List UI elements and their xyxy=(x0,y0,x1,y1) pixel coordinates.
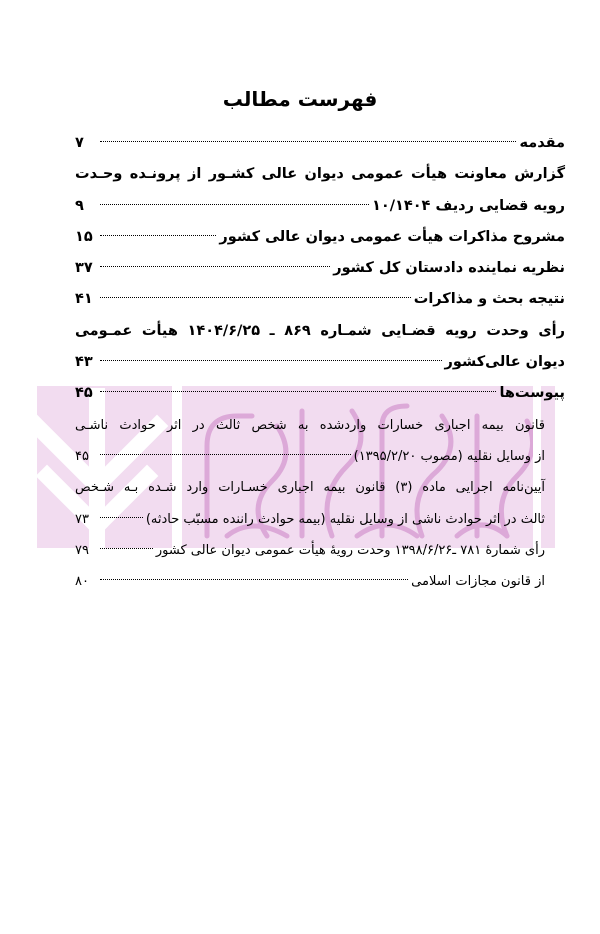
toc-entry-label: نتیجه بحث و مذاکرات xyxy=(413,291,565,308)
toc-entry-label: رویه قضایی ردیف ۱۰/۱۴۰۴ xyxy=(372,197,565,214)
dot-leader xyxy=(100,235,216,236)
toc-entry-label: رأی شمارهٔ ۷۸۱ ـ۱۳۹۸/۶/۲۶ وحدت رویهٔ هیأت عمومی دیوان عالی کشور xyxy=(155,542,545,558)
toc-subentry-penal-code[interactable] xyxy=(75,566,565,597)
table-of-contents xyxy=(75,128,565,597)
toc-entry-page: ۴۱ xyxy=(75,291,93,308)
toc-entry-label: قانون بیمه اجباری خسارات واردشده به شخص ثالث در اثر حوادث ناشـی xyxy=(75,417,545,433)
dot-leader xyxy=(100,517,143,518)
toc-entry-page: ۸۰ xyxy=(75,574,89,590)
dot-leader xyxy=(100,548,153,549)
dot-leader xyxy=(100,297,411,298)
toc-entry-label: نظریه نماینده دادستان کل کشور xyxy=(333,260,565,277)
toc-entry-report-line1[interactable] xyxy=(75,159,565,190)
toc-subentry-insurance-law-line2[interactable] xyxy=(75,441,565,472)
toc-subentry-insurance-law-line1[interactable] xyxy=(75,410,565,441)
toc-entry-page: ۴۵ xyxy=(75,448,89,464)
toc-entry-page: ۷۳ xyxy=(75,511,89,527)
toc-entry-discussion-result[interactable] xyxy=(75,284,565,315)
toc-entry-label: از وسایل نقلیه (مصوب ۱۳۹۵/۲/۲۰) xyxy=(353,448,545,464)
dot-leader xyxy=(100,391,496,392)
dot-leader xyxy=(100,454,351,455)
toc-entry-page: ۷۹ xyxy=(75,542,89,558)
toc-entry-page: ۴۳ xyxy=(75,354,93,371)
page-title: فهرست مطالب xyxy=(222,87,378,111)
toc-entry-ruling-line1[interactable] xyxy=(75,316,565,347)
toc-entry-ruling-line2[interactable] xyxy=(75,347,565,378)
toc-entry-label: دیوان عالی‌کشور xyxy=(444,354,565,371)
toc-entry-page: ۷ xyxy=(75,135,84,151)
toc-entry-label: رأی وحدت رویه قضـایی شمـاره ۸۶۹ ـ ۱۴۰۴/۶/۲۵ هیأت عمـومی xyxy=(75,322,565,339)
toc-entry-page: ۹ xyxy=(75,197,84,214)
toc-entry-label: آیین‌نامه اجرایی ماده (۳) قانون بیمه اجباری خسـارات وارد شـده بـه شـخص xyxy=(75,480,546,496)
dot-leader xyxy=(100,360,442,361)
dot-leader xyxy=(100,141,516,142)
toc-entry-label: گزارش معاونت هیأت عمومی دیوان عالی کشـور از پرونـده وحـدت xyxy=(75,166,565,183)
toc-subentry-ruling-781[interactable] xyxy=(75,535,565,566)
toc-entry-label: مقدمه xyxy=(519,135,565,151)
toc-entry-page: ۴۵ xyxy=(75,385,93,402)
dot-leader xyxy=(100,266,330,267)
toc-entry-label: پیوست‌ها xyxy=(499,385,565,402)
toc-entry-label: ثالث در اثر حوادث ناشی از وسایل نقلیه (بیمه حوادث راننده مسبّب حادثه) xyxy=(145,511,545,527)
toc-subentry-regulation-line1[interactable] xyxy=(75,472,565,503)
toc-entry-page: ۱۵ xyxy=(75,228,93,245)
dot-leader xyxy=(100,579,408,580)
dot-leader xyxy=(100,204,369,205)
toc-entry-deliberations[interactable] xyxy=(75,222,565,253)
toc-entry-appendices[interactable] xyxy=(75,378,565,409)
toc-entry-introduction[interactable] xyxy=(75,128,565,159)
toc-entry-page: ۳۷ xyxy=(75,260,93,277)
toc-entry-report-line2[interactable] xyxy=(75,191,565,222)
toc-entry-label: مشروح مذاکرات هیأت عمومی دیوان عالی کشور xyxy=(219,228,565,245)
toc-entry-prosecutor-opinion[interactable] xyxy=(75,253,565,284)
toc-subentry-regulation-line2[interactable] xyxy=(75,504,565,535)
toc-entry-label: از قانون مجازات اسلامی xyxy=(411,574,545,590)
